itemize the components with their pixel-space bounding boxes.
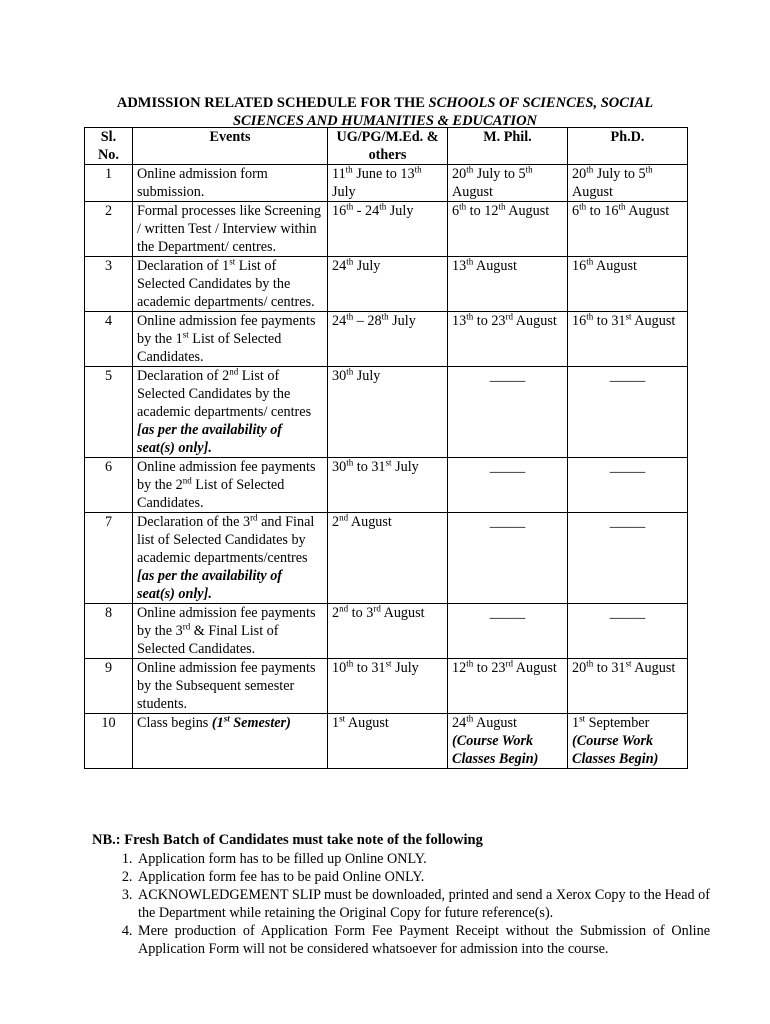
header-phd: Ph.D. (568, 128, 688, 165)
table-row (85, 659, 688, 714)
row-event: Declaration of the 3rd and Final list of Selected Candidates by academic departments/centres [as per the availability of seat(s) only]. (133, 513, 328, 604)
table-row (85, 312, 688, 367)
row-event: Online admission fee payments by the 2nd List of Selected Candidates. (133, 458, 328, 513)
row-phd-date: 1st September (Course Work Classes Begin) (568, 714, 688, 769)
row-phd-date (568, 513, 688, 604)
document-title (84, 94, 686, 130)
table-row (85, 257, 688, 312)
header-ug: UG/PG/M.Ed. & others (328, 128, 448, 165)
row-ug-date: 11th June to 13th July (328, 165, 448, 202)
event-emphasis: (1st Semester) (211, 713, 291, 731)
title-italic-2: SCIENCES AND HUMANITIES & EDUCATION (232, 113, 538, 129)
row-mphil-date: 24th August (Course Work Classes Begin) (448, 714, 568, 769)
row-phd-date: 20th to 31st August (568, 659, 688, 714)
empty-dash: _____ (609, 368, 646, 384)
note-item: 4. Mere production of Application Form Fee Payment Receipt without the Submission of Online Application Form will not be considered whatsoever for admission into the course. (136, 922, 710, 958)
event-emphasis: [as per the availability of seat(s) only]. (137, 568, 283, 602)
table-row (85, 458, 688, 513)
nb-heading: NB.: Fresh Batch of Candidates must take note of the following (92, 832, 483, 848)
header-sl: Sl. No. (85, 128, 133, 165)
table-row (85, 513, 688, 604)
table-row (85, 714, 688, 769)
empty-dash: _____ (609, 514, 646, 530)
row-mphil-date: 13th August (448, 257, 568, 312)
header-events: Events (133, 128, 328, 165)
row-phd-date: 20th July to 5th August (568, 165, 688, 202)
empty-dash: _____ (489, 459, 526, 475)
row-number: 1 (85, 165, 133, 202)
row-mphil-date (448, 513, 568, 604)
table-row (85, 367, 688, 458)
row-ug-date: 16th - 24th July (328, 202, 448, 257)
table-row (85, 604, 688, 659)
row-event: Online admission form submission. (133, 165, 328, 202)
title-italic-1: SCHOOLS OF SCIENCES, SOCIAL (428, 95, 654, 111)
row-event: Declaration of 1st List of Selected Candidates by the academic departments/ centres. (133, 257, 328, 312)
row-phd-date: 16th to 31st August (568, 312, 688, 367)
empty-dash: _____ (489, 514, 526, 530)
row-number: 10 (85, 714, 133, 769)
header-row (85, 128, 688, 165)
schedule-table (84, 127, 688, 769)
phd-note: (Course Work Classes Begin) (572, 733, 659, 767)
row-number: 3 (85, 257, 133, 312)
notes-list (108, 850, 710, 958)
note-item: 2. Application form fee has to be paid Online ONLY. (136, 868, 710, 886)
row-mphil-date: 13th to 23rd August (448, 312, 568, 367)
row-mphil-date: 6th to 12th August (448, 202, 568, 257)
title-plain: ADMISSION RELATED SCHEDULE FOR THE (116, 95, 429, 111)
table-row (85, 202, 688, 257)
row-event: Online admission fee payments by the Subsequent semester students. (133, 659, 328, 714)
row-number: 2 (85, 202, 133, 257)
event-emphasis: [as per the availability of seat(s) only]. (137, 422, 283, 456)
row-ug-date: 30th to 31st July (328, 458, 448, 513)
row-ug-date: 30th July (328, 367, 448, 458)
row-phd-date: 16th August (568, 257, 688, 312)
row-ug-date: 24th – 28th July (328, 312, 448, 367)
row-phd-date (568, 458, 688, 513)
row-ug-date: 10th to 31st July (328, 659, 448, 714)
empty-dash: _____ (609, 459, 646, 475)
row-number: 6 (85, 458, 133, 513)
row-number: 7 (85, 513, 133, 604)
row-mphil-date: 12th to 23rd August (448, 659, 568, 714)
row-number: 9 (85, 659, 133, 714)
note-item: 1. Application form has to be filled up Online ONLY. (136, 850, 710, 868)
row-event: Formal processes like Screening / written Test / Interview within the Department/ centres. (133, 202, 328, 257)
note-item: 3. ACKNOWLEDGEMENT SLIP must be downloaded, printed and send a Xerox Copy to the Head of the Department while retaining the Original Copy for future reference(s). (136, 886, 710, 922)
table-row (85, 165, 688, 202)
row-ug-date: 24th July (328, 257, 448, 312)
row-phd-date (568, 367, 688, 458)
row-number: 5 (85, 367, 133, 458)
empty-dash: _____ (489, 368, 526, 384)
row-event: Online admission fee payments by the 3rd & Final List of Selected Candidates. (133, 604, 328, 659)
row-phd-date: 6th to 16th August (568, 202, 688, 257)
row-mphil-date (448, 367, 568, 458)
row-mphil-date (448, 604, 568, 659)
row-event: Class begins (1st Semester) (133, 714, 328, 769)
schedule-body (85, 165, 688, 769)
empty-dash: _____ (489, 605, 526, 621)
mphil-note: (Course Work Classes Begin) (452, 733, 539, 767)
row-phd-date (568, 604, 688, 659)
empty-dash: _____ (609, 605, 646, 621)
row-mphil-date: 20th July to 5th August (448, 165, 568, 202)
row-number: 4 (85, 312, 133, 367)
row-event: Declaration of 2nd List of Selected Candidates by the academic departments/ centres [as per the availability of seat(s) only]. (133, 367, 328, 458)
row-number: 8 (85, 604, 133, 659)
row-ug-date: 2nd August (328, 513, 448, 604)
row-ug-date: 2nd to 3rd August (328, 604, 448, 659)
row-event: Online admission fee payments by the 1st List of Selected Candidates. (133, 312, 328, 367)
header-mphil: M. Phil. (448, 128, 568, 165)
row-ug-date: 1st August (328, 714, 448, 769)
row-mphil-date (448, 458, 568, 513)
